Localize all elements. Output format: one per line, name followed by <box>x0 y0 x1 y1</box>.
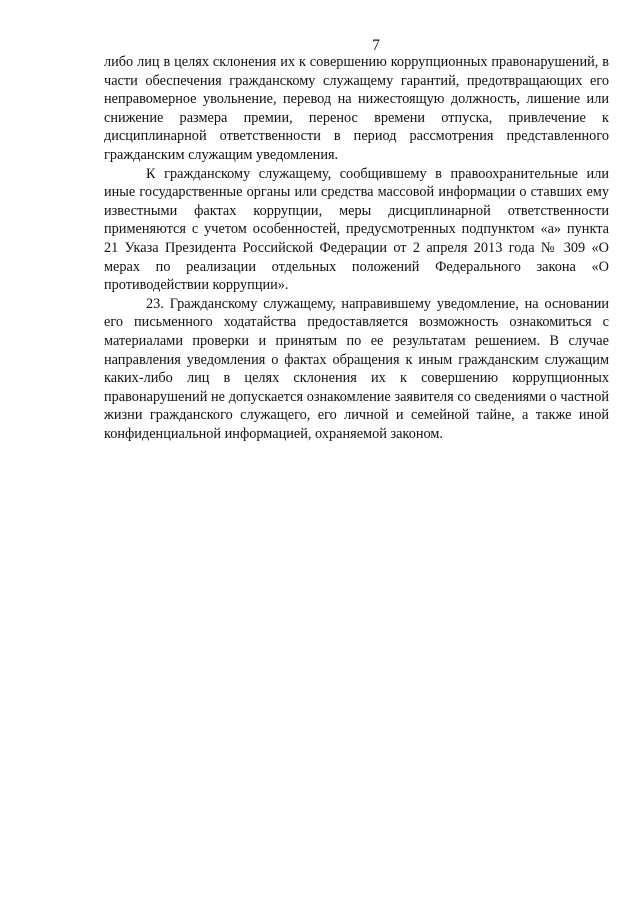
paragraph-continuation: либо лиц в целях склонения их к совершению коррупционных правонарушений, в части обеспечения гражданскому служащему гарантий, предотвращающих его неправомерное увольнение, перевод на нижестоящую должность, лишение или снижение размера премии, перенос времени отпуска, привлечение к дисциплинарной ответственности в период рассмотрения представленного гражданским служащим уведомления. <box>104 54 609 163</box>
paragraph-23: 23. Гражданскому служащему, направившему уведомление, на основании его письменного ходатайства предоставляется возможность ознакомиться с материалами проверки и принятым по ее результатам решением. В случае направления уведомления о фактах обращения к иным гражданским служащим каких-либо лиц в целях склонения их к совершению коррупционных правонарушений не допускается ознакомление заявителя со сведениями о частной жизни гражданского служащего, его личной и семейной тайне, а также иной конфиденциальной информацией, охраняемой законом. <box>104 295 609 442</box>
paragraph-disciplinary-measures: К гражданскому служащему, сообщившему в правоохранительные или иные государственные органы или средства массовой информации о ставших ему известными фактах коррупции, меры дисциплинарной ответственности применяются с учетом особенностей, предусмотренных подпунктом «а» пункта 21 Указа Президента Российской Федерации от 2 апреля 2013 года № 309 «О мерах по реализации отдельных положений Федерального закона «О противодействии коррупции». <box>104 165 609 294</box>
page-number: 7 <box>372 37 380 54</box>
document-body <box>104 53 609 443</box>
